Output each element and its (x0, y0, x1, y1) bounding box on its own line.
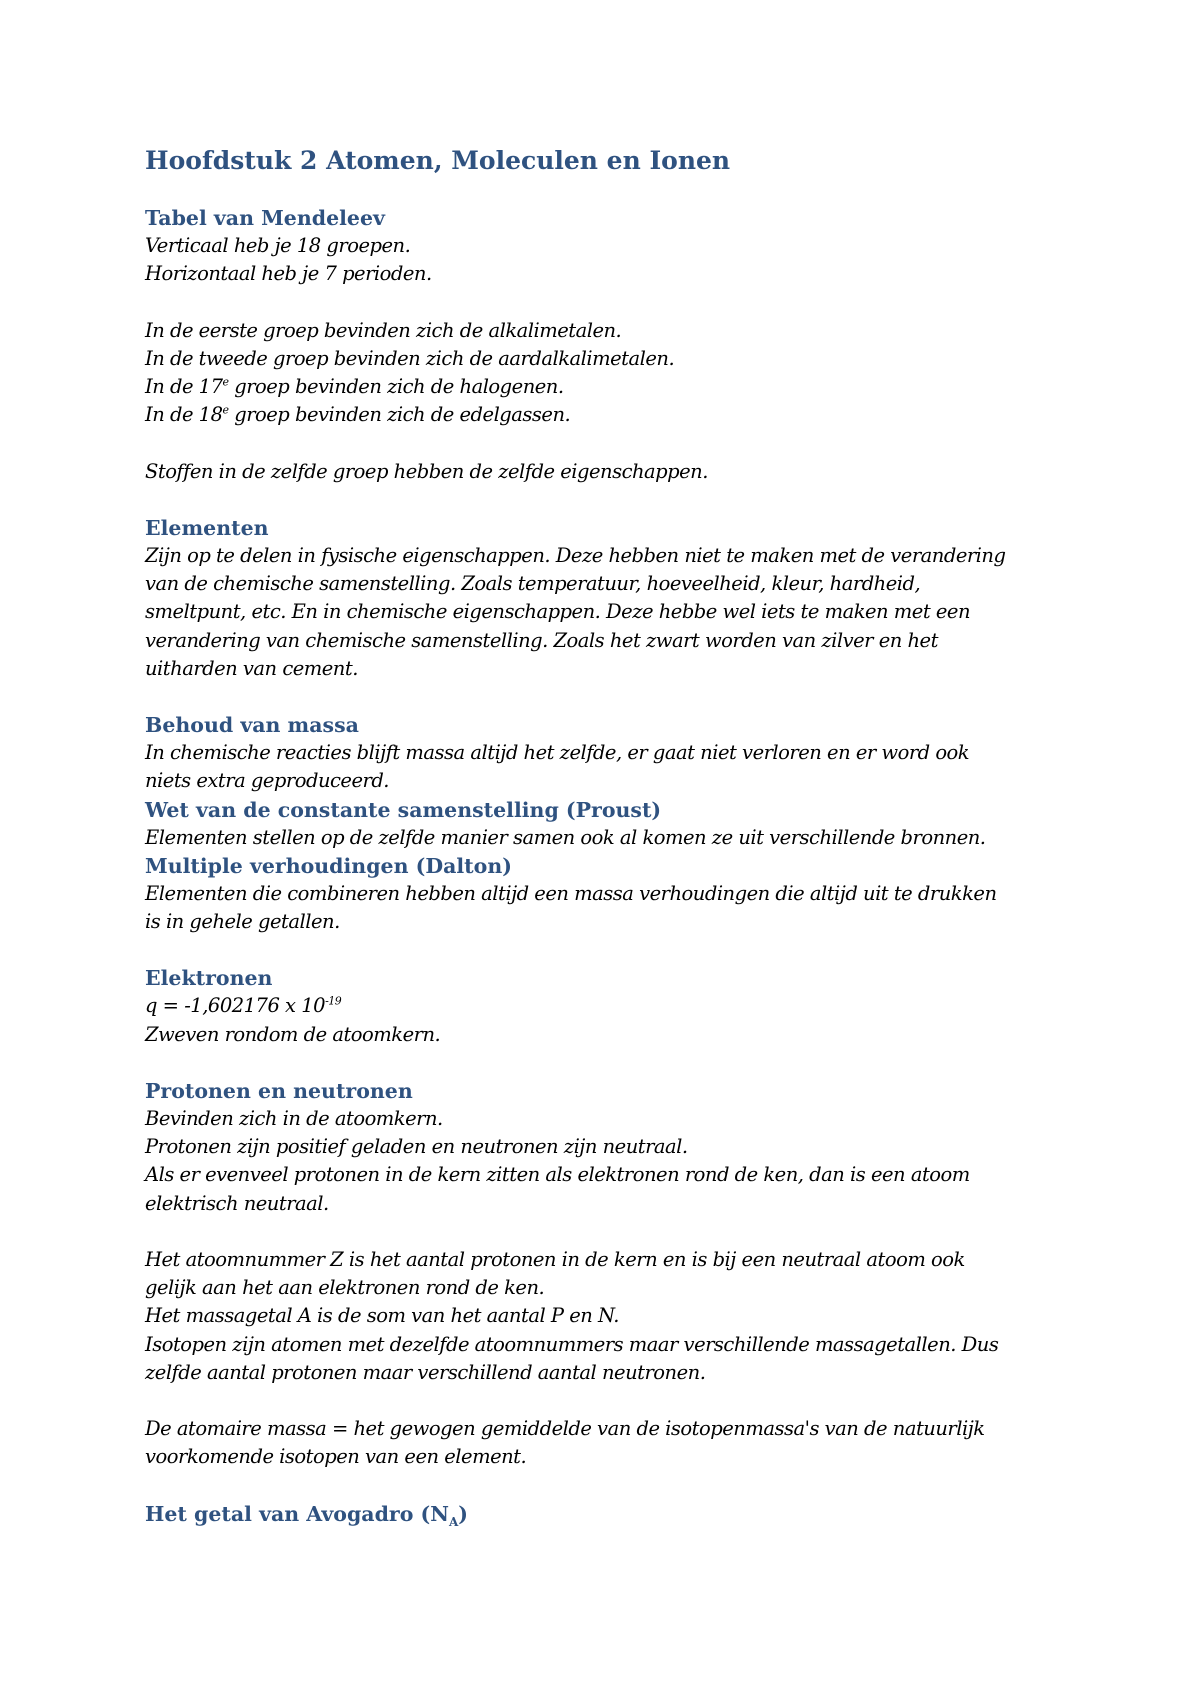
paragraph-line (145, 373, 1065, 401)
paragraph-line: voorkomende isotopen van een element. (145, 1445, 527, 1469)
paragraph-line (145, 401, 1065, 429)
paragraph-line: Als er evenveel protonen in de kern zitten als elektronen rond de ken, dan is een atoom (145, 1163, 970, 1187)
text-fragment: ) (458, 1501, 468, 1526)
heading-mendeleev: Tabel van Mendeleev (145, 206, 385, 230)
text-fragment: In de 17 (145, 375, 223, 398)
paragraph-line: In de eerste groep bevinden zich de alkalimetalen. (145, 318, 622, 342)
superscript: e (222, 403, 229, 417)
paragraph-line: Het atoomnummer Z is het aantal protonen in de kern en is bij een neutraal atoom ook (145, 1247, 965, 1271)
paragraph-line: Het massagetal A is de som van het aantal P en N. (145, 1304, 620, 1328)
paragraph-line: Protonen zijn positief geladen en neutronen zijn neutraal. (145, 1135, 688, 1159)
text-fragment: groep bevinden zich de halogenen. (228, 375, 564, 398)
paragraph-line: Elementen stellen op de zelfde manier samen ook al komen ze uit verschillende bronnen. (145, 825, 986, 849)
superscript: e (222, 375, 229, 389)
text-fragment: groep bevinden zich de edelgassen. (228, 403, 571, 427)
paragraph-line: niets extra geproduceerd. (145, 769, 390, 793)
paragraph-line: Verticaal heb je 18 groepen. (145, 234, 411, 257)
paragraph-line: Zweven rondom de atoomkern. (145, 1022, 441, 1046)
paragraph-line: is in gehele getallen. (145, 910, 340, 933)
paragraph-line: gelijk aan het aan elektronen rond de ken. (145, 1276, 545, 1300)
heading-dalton: Multiple verhoudingen (Dalton) (145, 853, 512, 878)
paragraph-line: uitharden van cement. (145, 656, 358, 680)
heading-elektronen: Elektronen (145, 966, 273, 991)
heading-protonen: Protonen en neutronen (145, 1078, 413, 1103)
document-body (145, 146, 1065, 1528)
paragraph-line: De atomaire massa = het gewogen gemiddelde van de isotopenmassa's van de natuurlijk (145, 1417, 985, 1441)
heading-behoud-van-massa: Behoud van massa (145, 713, 359, 738)
paragraph-line: Elementen die combineren hebben altijd een massa verhoudingen die altijd uit te drukken (145, 881, 997, 905)
text-fragment: q = -1,602176 x 10 (145, 994, 326, 1018)
heading-elementen: Elementen (145, 515, 269, 540)
paragraph-line: Isotopen zijn atomen met dezelfde atoomnummers maar verschillende massagetallen. Dus (145, 1332, 999, 1356)
paragraph-line: zelfde aantal protonen maar verschillend aantal neutronen. (145, 1360, 706, 1384)
text-fragment: In de 18 (145, 403, 223, 427)
paragraph-line: Horizontaal heb je 7 perioden. (145, 262, 432, 286)
paragraph-line: elektrisch neutraal. (145, 1191, 329, 1215)
paragraph-line: van de chemische samenstelling. Zoals temperatuur, hoeveelheid, kleur, hardheid, (145, 572, 921, 596)
paragraph-line: verandering van chemische samenstelling. Zoals het zwart worden van zilver en het (145, 628, 938, 652)
paragraph-line: In de tweede groep bevinden zich de aardalkalimetalen. (145, 346, 675, 370)
paragraph-line: Bevinden zich in de atoomkern. (145, 1106, 443, 1130)
paragraph-line (145, 992, 1065, 1020)
heading-proust: Wet van de constante samenstelling (Proust) (145, 797, 662, 822)
subscript: A (448, 1514, 459, 1529)
heading-avogadro (145, 1500, 1065, 1528)
paragraph-line: In chemische reacties blijft massa altijd het zelfde, er gaat niet verloren en er word ook (145, 741, 970, 765)
paragraph-line: smeltpunt, etc. En in chemische eigenschappen. Deze hebbe wel iets te maken met een (145, 600, 971, 624)
text-fragment: Het getal van Avogadro (N (145, 1501, 449, 1526)
chapter-title: Hoofdstuk 2 Atomen, Moleculen en Ionen (145, 146, 731, 175)
paragraph-line: Stoffen in de zelfde groep hebben de zelfde eigenschappen. (145, 459, 708, 483)
superscript: -19 (325, 994, 342, 1008)
paragraph-line: Zijn op te delen in fysische eigenschappen. Deze hebben niet te maken met de verandering (145, 543, 1006, 567)
